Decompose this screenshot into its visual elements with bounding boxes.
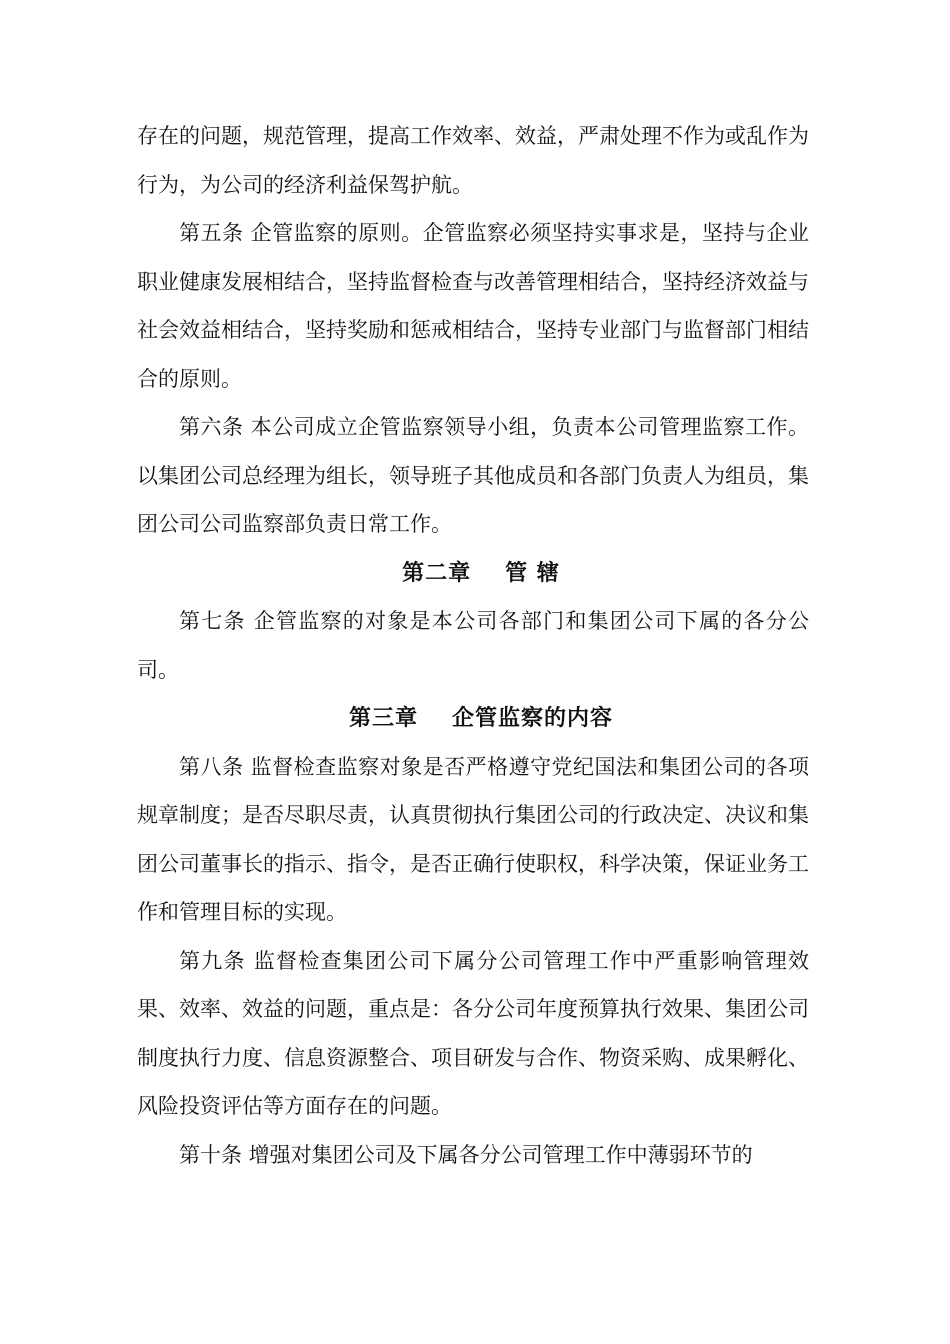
article-5-paragraph: 第五条 企管监察的原则。企管监察必须坚持实事求是，坚持与企业职业健康发展相结合，坚持监督检查与改善管理相结合，坚持经济效益与社会效益相结合，坚持奖励和惩戒相结合，坚持专业部门与监督部门相结合的原则。: [137, 221, 809, 391]
article-9-paragraph: 第九条 监督检查集团公司下属分公司管理工作中严重影响管理效果、效率、效益的问题，重点是：各分公司年度预算执行效果、集团公司制度执行力度、信息资源整合、项目研发与合作、物资采购、成果孵化、风险投资评估等方面存在的问题。: [137, 948, 809, 1118]
article-6-paragraph: 第六条 本公司成立企管监察领导小组，负责本公司管理监察工作。以集团公司总经理为组长，领导班子其他成员和各部门负责人为组员，集团公司公司监察部负责日常工作。: [137, 415, 809, 536]
article-8-paragraph: 第八条 监督检查监察对象是否严格遵守党纪国法和集团公司的各项规章制度；是否尽职尽责，认真贯彻执行集团公司的行政决定、决议和集团公司董事长的指示、指令，是否正确行使职权，科学决策，保证业务工作和管理目标的实现。: [137, 754, 809, 924]
chapter-title: 管 辖: [505, 559, 560, 586]
document-page: [137, 112, 809, 1179]
article-10-paragraph: 第十条 增强对集团公司及下属各分公司管理工作中薄弱环节的: [179, 1142, 753, 1167]
article-7-paragraph: 第七条 企管监察的对象是本公司各部门和集团公司下属的各分公司。: [137, 609, 809, 682]
chapter-title: 企管监察的内容: [452, 705, 614, 731]
chapter-2-heading: [137, 549, 809, 598]
chapter-number: 第二章: [402, 559, 472, 586]
chapter-3-heading: [137, 694, 809, 743]
paragraph-continuation: 存在的问题，规范管理，提高工作效率、效益，严肃处理不作为或乱作为行为，为公司的经济利益保驾护航。: [137, 124, 809, 197]
chapter-number: 第三章: [348, 705, 418, 731]
